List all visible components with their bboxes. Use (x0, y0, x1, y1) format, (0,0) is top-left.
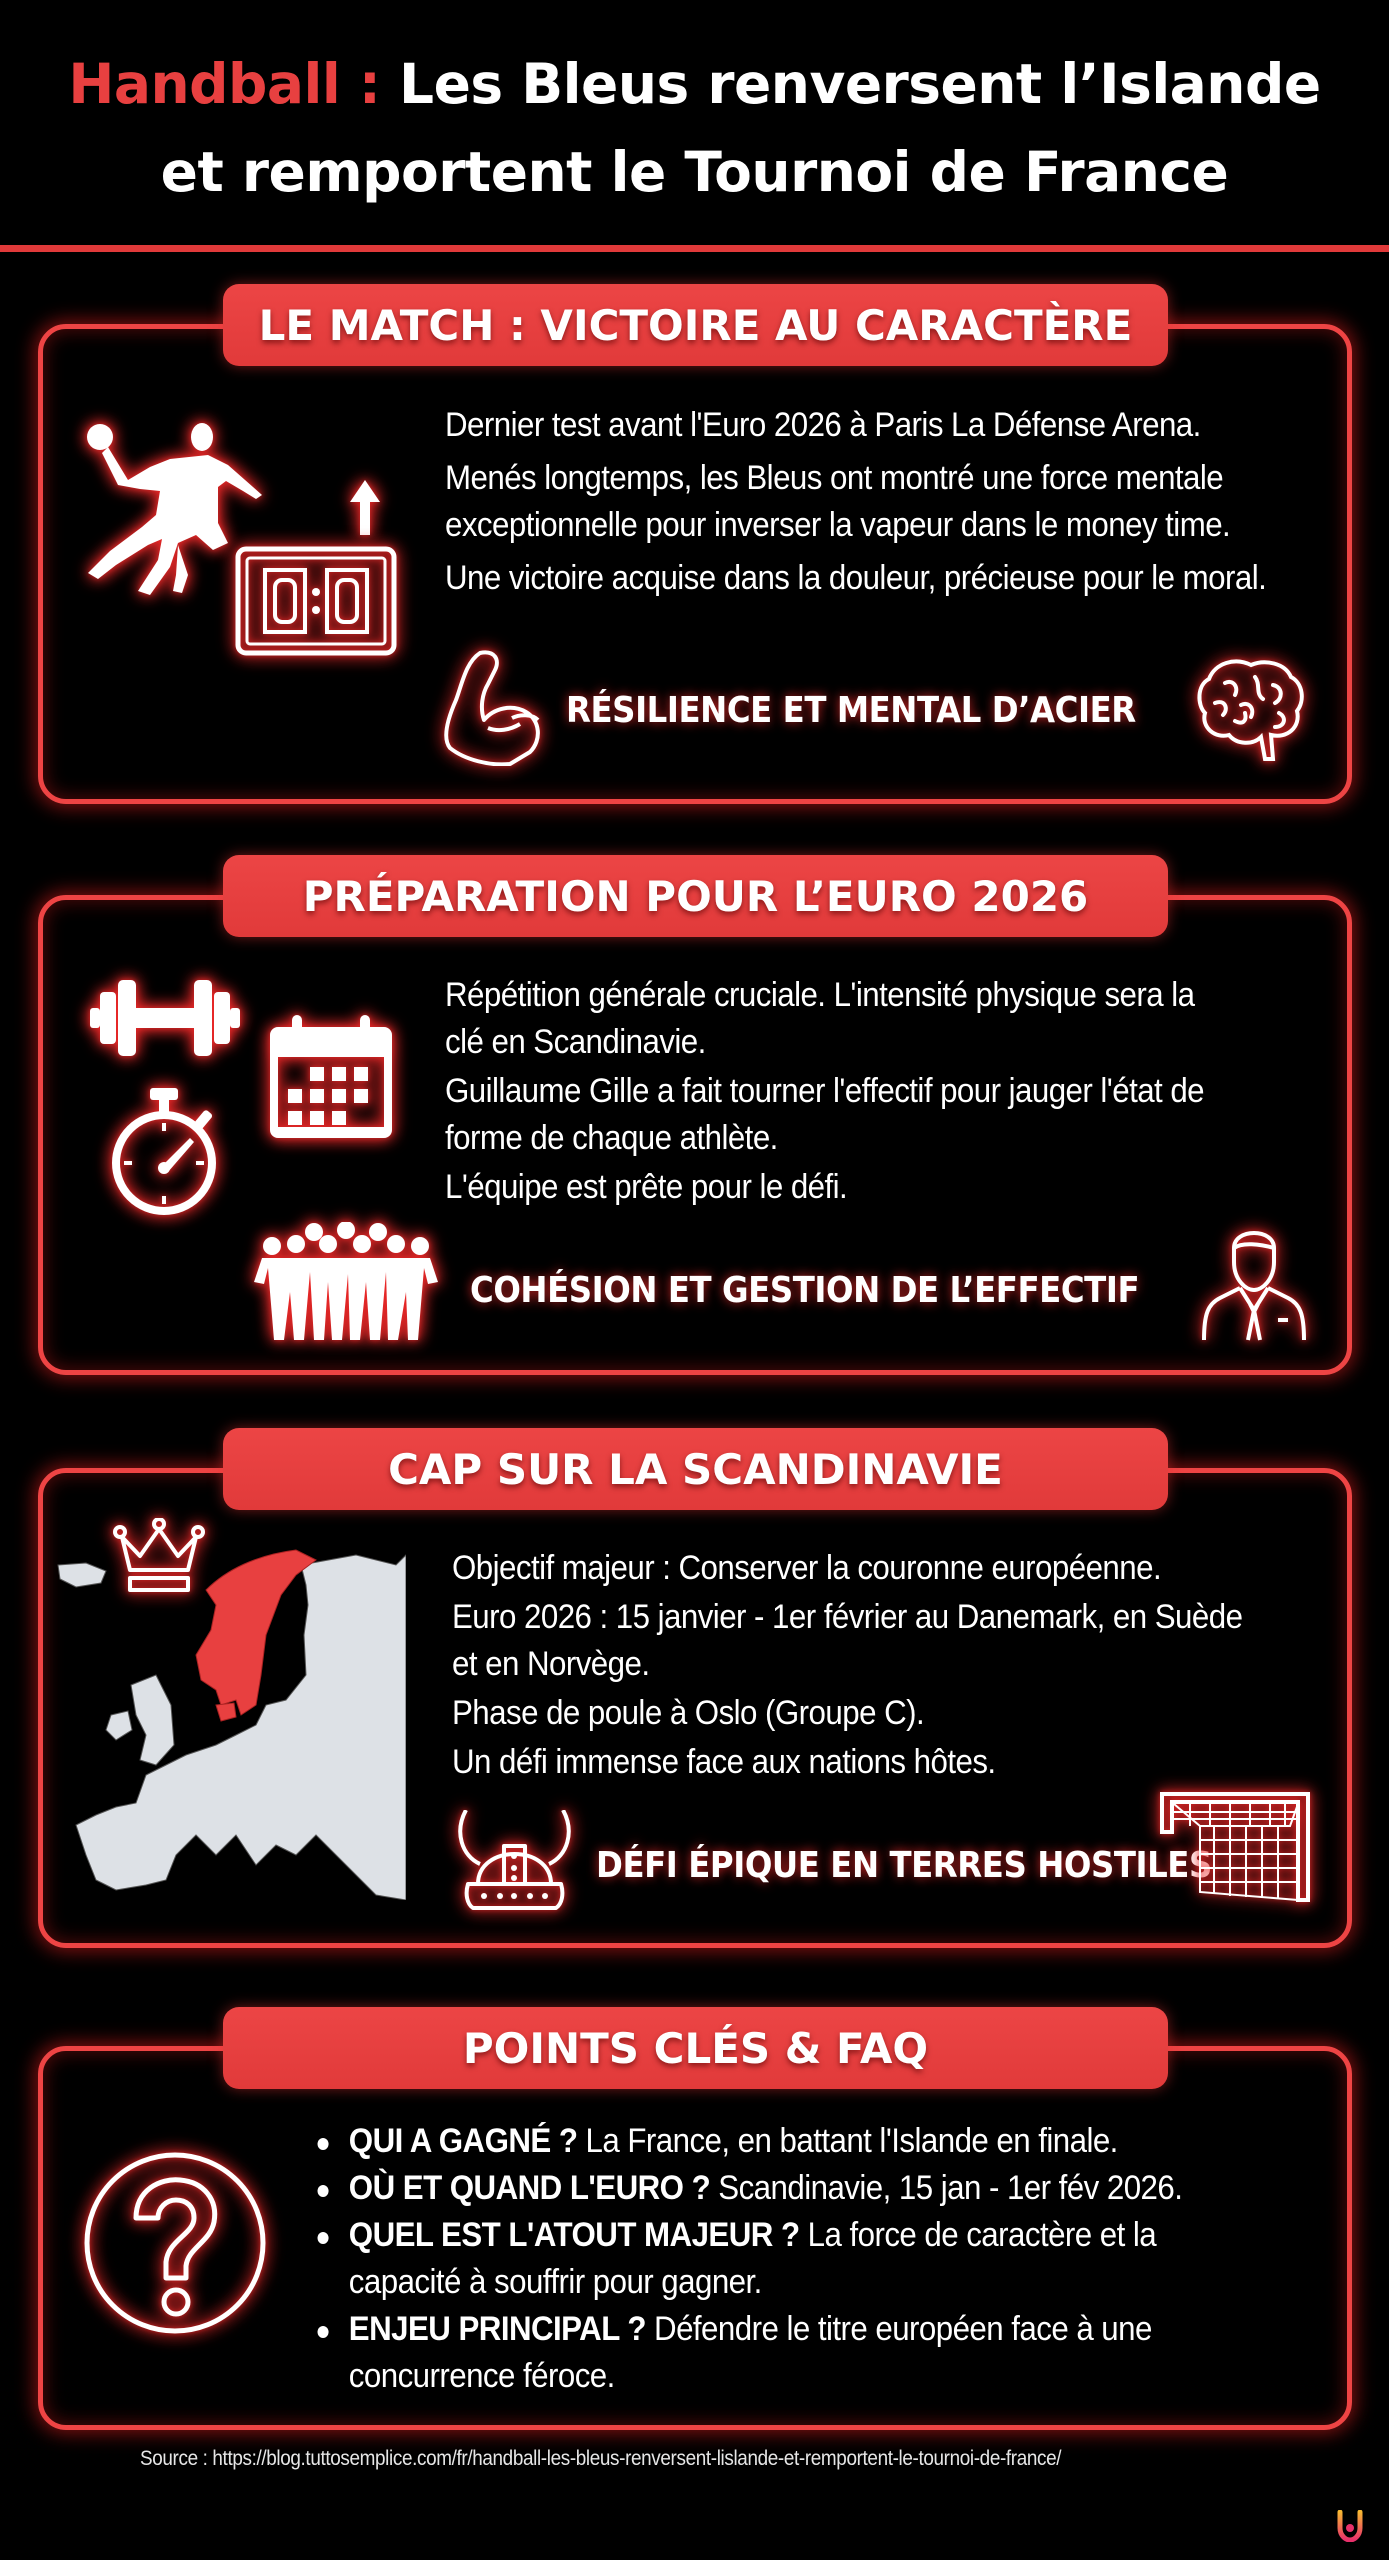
question-mark-icon (82, 2150, 268, 2336)
faq-item (312, 2212, 1232, 2306)
faq-question: QUEL EST L'ATOUT MAJEUR ? (348, 2216, 800, 2254)
europe-map-icon (56, 1535, 406, 1900)
paragraph: Guillaume Gille a fait tourner l'effectif pour jauger l'état de forme de chaque athlète. (445, 1072, 1205, 1157)
paragraph: Un défi immense face aux nations hôtes. (452, 1743, 996, 1781)
flexed-arm-icon (440, 648, 545, 766)
page-title (0, 40, 1389, 216)
stopwatch-icon (108, 1088, 223, 1218)
calendar-icon (268, 1015, 394, 1140)
section-match-tagline: RÉSILIENCE ET MENTAL D’ACIER (566, 690, 1136, 731)
title-line2: et remportent le Tournoi de France (160, 140, 1229, 204)
paragraph: L'équipe est prête pour le défi. (445, 1168, 848, 1206)
section-match-text (445, 402, 1328, 608)
paragraph: Répétition générale cruciale. L'intensité physique sera la clé en Scandinavie. (445, 976, 1195, 1061)
section-preparation-text (445, 972, 1209, 1217)
paragraph: Euro 2026 : 15 janvier - 1er février au Danemark, en Suède et en Norvège. (452, 1598, 1243, 1683)
section-scandinavie-text (452, 1545, 1280, 1792)
section-preparation-tagline: COHÉSION ET GESTION DE L’EFFECTIF (470, 1270, 1140, 1311)
brand-logo-icon (1337, 2510, 1363, 2542)
title-line1: Les Bleus renversent l’Islande (399, 52, 1321, 116)
dumbbell-icon (90, 978, 240, 1058)
faq-question: OÙ ET QUAND L'EURO ? (348, 2169, 711, 2207)
scoreboard-icon (235, 546, 397, 656)
section-preparation-label: PRÉPARATION POUR L’EURO 2026 (223, 855, 1168, 937)
section-scandinavie-label: CAP SUR LA SCANDINAVIE (223, 1428, 1168, 1510)
arrow-up-icon (350, 480, 380, 535)
faq-item (312, 2165, 1269, 2212)
faq-item (312, 2118, 1269, 2165)
faq-item (312, 2306, 1232, 2400)
crown-icon (112, 1518, 207, 1598)
goal-net-icon (1160, 1792, 1310, 1902)
paragraph: Une victoire acquise dans la douleur, précieuse pour le moral. (445, 559, 1267, 597)
brain-icon (1195, 655, 1307, 763)
section-faq-label: POINTS CLÉS & FAQ (223, 2007, 1168, 2089)
faq-answer: Scandinavie, 15 jan - 1er fév 2026. (710, 2169, 1183, 2207)
paragraph: Menés longtemps, les Bleus ont montré une force mentale exceptionnelle pour inverser la vapeur dans le money time. (445, 459, 1231, 544)
header-divider (0, 245, 1389, 252)
team-huddle-icon (248, 1222, 444, 1342)
paragraph: Dernier test avant l'Euro 2026 à Paris La Défense Arena. (445, 406, 1201, 444)
source-link[interactable]: Source : https://blog.tuttosemplice.com/fr/handball-les-bleus-renversent-lislande-et-remportent-le-tournoi-de-france/ (140, 2447, 1062, 2470)
viking-helmet-icon (452, 1810, 577, 1910)
faq-list (312, 2118, 1269, 2400)
coach-icon (1200, 1218, 1308, 1342)
section-scandinavie-tagline: DÉFI ÉPIQUE EN TERRES HOSTILES (596, 1845, 1212, 1886)
faq-question: ENJEU PRINCIPAL ? (348, 2310, 646, 2348)
paragraph: Objectif majeur : Conserver la couronne européenne. (452, 1549, 1162, 1587)
paragraph: Phase de poule à Oslo (Groupe C). (452, 1694, 925, 1732)
faq-answer: La force de caractère et la capacité à souffrir pour gagner. (348, 2216, 1157, 2301)
title-accent: Handball : (68, 52, 381, 116)
faq-answer: Défendre le titre européen face à une concurrence féroce. (348, 2310, 1152, 2395)
faq-answer: La France, en battant l'Islande en finale. (577, 2122, 1118, 2160)
section-match-label: LE MATCH : VICTOIRE AU CARACTÈRE (223, 284, 1168, 366)
faq-question: QUI A GAGNÉ ? (348, 2122, 578, 2160)
